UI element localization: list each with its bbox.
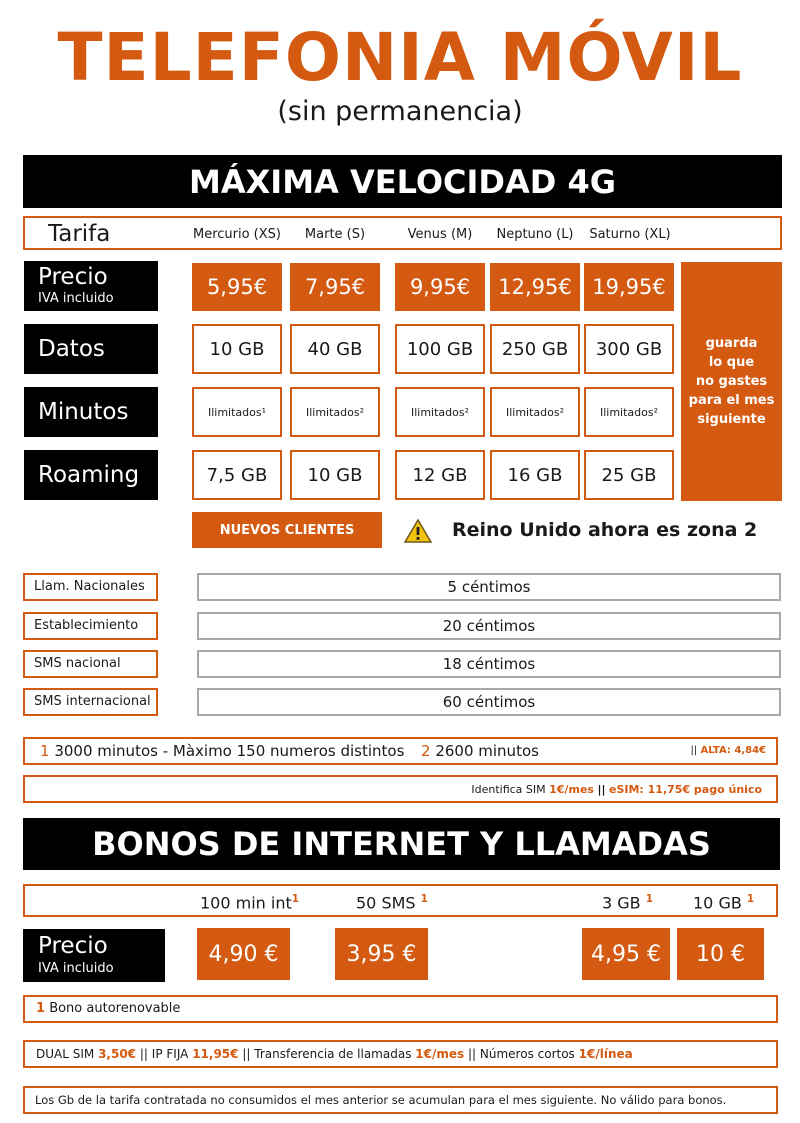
plan-name: Venus (M) (407, 226, 473, 242)
plan-name: Marte (S) (304, 226, 366, 242)
plan-name: Neptuno (L) (496, 226, 574, 242)
bono-price: 3,95 € (335, 928, 428, 980)
bono-price: 10 € (677, 928, 764, 980)
rollover-line: guarda (705, 336, 758, 351)
separator: || (139, 1047, 148, 1061)
rate-label: SMS nacional (23, 650, 158, 678)
page-title: TELEFONIA MÓVIL (57, 19, 743, 96)
minutos-label: Minutos (24, 387, 158, 437)
rate-value: 20 céntimos (197, 612, 781, 640)
rate-label: SMS internacional (23, 688, 158, 716)
extras-row (23, 1040, 778, 1068)
precio-label-box (24, 261, 158, 311)
bonos-precio-label-box (23, 929, 165, 982)
section-title-bonos: BONOS DE INTERNET Y LLAMADAS (23, 818, 780, 870)
separator: || (467, 1047, 477, 1061)
tarifa-label: Tarifa (48, 221, 111, 247)
roaming-label: Roaming (24, 450, 158, 500)
minutos-box: Ilimitados² (490, 387, 580, 437)
precio-label: Precio (38, 933, 108, 959)
footnote-text: 2600 minutos (435, 742, 539, 760)
minutos-box: Ilimitados² (584, 387, 674, 437)
iva-label: IVA incluido (38, 291, 114, 306)
separator: || (242, 1047, 251, 1061)
price-box: 5,95€ (192, 263, 282, 311)
datos-label: Datos (24, 324, 158, 374)
page-subtitle: (sin permanencia) (277, 96, 523, 127)
roaming-box: 10 GB (290, 450, 380, 500)
ip-fija-price: 11,95€ (192, 1047, 239, 1061)
short-numbers-price: 1€/línea (578, 1047, 633, 1061)
datos-box: 250 GB (490, 324, 580, 374)
ip-fija-label: IP FIJA (151, 1047, 189, 1061)
price-box: 12,95€ (490, 263, 580, 311)
footnote-number: 1 (36, 1001, 46, 1016)
rate-value: 5 céntimos (197, 573, 781, 601)
section-title-4g: MÁXIMA VELOCIDAD 4G (23, 155, 782, 208)
nuevos-clientes-badge: NUEVOS CLIENTES (192, 512, 382, 548)
sim-row (23, 775, 778, 803)
footnote-number: 1 (40, 742, 50, 760)
price-box: 19,95€ (584, 263, 674, 311)
separator: || (690, 745, 698, 756)
rollover-note (681, 262, 782, 501)
rate-label: Llam. Nacionales (23, 573, 158, 601)
rollover-line: para el mes (688, 393, 775, 408)
rollover-line: siguiente (697, 412, 766, 427)
uk-notice: Reino Unido ahora es zona 2 (452, 519, 758, 541)
datos-box: 300 GB (584, 324, 674, 374)
footer-note: Los Gb de la tarifa contratada no consumidos el mes anterior se acumulan para el mes siguiente. No válido para bonos. (23, 1086, 778, 1114)
plan-name: Mercurio (XS) (192, 226, 281, 242)
rollover-line: no gastes (695, 374, 768, 389)
bono-name: 100 min int$^1$ (200, 893, 299, 913)
transfer-label: Transferencia de llamadas (254, 1047, 412, 1061)
autorenew-text: Bono autorenovable (49, 1001, 181, 1016)
bono-name: 3 GB $^1$ (602, 893, 653, 913)
roaming-box: 7,5 GB (192, 450, 282, 500)
rate-value: 60 céntimos (197, 688, 781, 716)
transfer-price: 1€/mes (415, 1047, 465, 1061)
warning-triangle-icon (404, 518, 432, 544)
datos-box: 40 GB (290, 324, 380, 374)
roaming-box: 25 GB (584, 450, 674, 500)
iva-label: IVA incluido (38, 961, 114, 976)
datos-box: 10 GB (192, 324, 282, 374)
plan-name: Saturno (XL) (589, 226, 671, 242)
dual-sim-label: DUAL SIM (36, 1047, 95, 1061)
datos-box: 100 GB (395, 324, 485, 374)
footnote-text: 3000 minutos - Màximo 150 numeros distintos (54, 742, 405, 760)
minutos-box: Ilimitados² (395, 387, 485, 437)
autorenew-note (23, 995, 778, 1023)
dual-sim-price: 3,50€ (98, 1047, 137, 1061)
separator: || (597, 783, 606, 796)
rollover-line: lo que (708, 355, 755, 370)
footnote-number: 2 (421, 742, 431, 760)
roaming-box: 12 GB (395, 450, 485, 500)
rate-label: Establecimiento (23, 612, 158, 640)
sim-label: Identifica SIM (471, 783, 546, 796)
alta-fee: ALTA: 4,84€ (700, 745, 766, 756)
esim-price: eSIM: 11,75€ pago único (609, 783, 762, 796)
short-numbers-label: Números cortos (479, 1047, 575, 1061)
precio-label: Precio (38, 264, 108, 290)
sim-price: 1€/mes (549, 783, 594, 796)
price-box: 7,95€ (290, 263, 380, 311)
price-box: 9,95€ (395, 263, 485, 311)
minutos-box: Ilimitados¹ (192, 387, 282, 437)
bono-price: 4,90 € (197, 928, 290, 980)
roaming-box: 16 GB (490, 450, 580, 500)
bono-name: 50 SMS $^1$ (356, 893, 428, 913)
bono-name: 10 GB $^1$ (693, 893, 755, 913)
minutos-box: Ilimitados² (290, 387, 380, 437)
rate-value: 18 céntimos (197, 650, 781, 678)
bono-price: 4,95 € (582, 928, 670, 980)
footnotes-row (23, 737, 778, 765)
